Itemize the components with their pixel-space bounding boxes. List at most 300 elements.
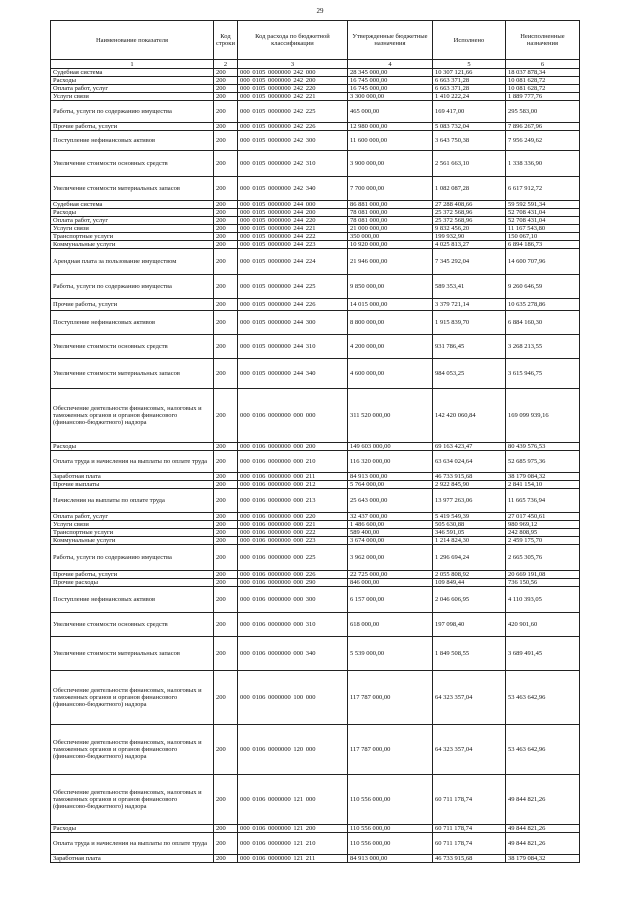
cell-name: Обеспечение деятельности финансовых, налоговых и таможенных органов и органов финансового (финансово-бюджетного) надзора bbox=[51, 775, 214, 825]
cell-name: Работы, услуги по содержанию имущества bbox=[51, 101, 214, 123]
cell-classification: 000 0105 0000000 244 223 bbox=[237, 241, 347, 249]
cell-executed: 25 372 568,96 bbox=[432, 209, 505, 217]
cell-code: 200 bbox=[214, 69, 238, 77]
cell-executed: 25 372 568,96 bbox=[432, 217, 505, 225]
cell-classification: 000 0106 0000000 000 220 bbox=[237, 513, 347, 521]
cell-unexecuted: 14 600 707,96 bbox=[505, 249, 579, 275]
cell-executed: 46 733 915,68 bbox=[432, 855, 505, 863]
cell-code: 200 bbox=[214, 85, 238, 93]
cell-unexecuted: 7 896 267,96 bbox=[505, 123, 579, 131]
cell-classification: 000 0105 0000000 244 221 bbox=[237, 225, 347, 233]
cell-approved: 1 486 600,00 bbox=[347, 521, 432, 529]
table-row bbox=[51, 473, 580, 481]
cell-executed: 505 630,88 bbox=[432, 521, 505, 529]
table-row bbox=[51, 201, 580, 209]
cell-executed: 63 634 024,64 bbox=[432, 451, 505, 473]
cell-code: 200 bbox=[214, 93, 238, 101]
table-row bbox=[51, 671, 580, 725]
cell-name: Транспортные услуги bbox=[51, 233, 214, 241]
cell-classification: 000 0106 0000000 000 213 bbox=[237, 489, 347, 513]
cell-classification: 000 0105 0000000 242 000 bbox=[237, 69, 347, 77]
cell-code: 200 bbox=[214, 775, 238, 825]
cell-executed: 142 420 060,84 bbox=[432, 389, 505, 443]
cell-unexecuted: 6 617 912,72 bbox=[505, 177, 579, 201]
cell-unexecuted: 11 167 543,80 bbox=[505, 225, 579, 233]
cell-code: 200 bbox=[214, 443, 238, 451]
cell-name: Расходы bbox=[51, 77, 214, 85]
cell-classification: 000 0106 0000000 000 223 bbox=[237, 537, 347, 545]
cell-approved: 28 345 000,00 bbox=[347, 69, 432, 77]
cell-approved: 3 962 000,00 bbox=[347, 545, 432, 571]
cell-executed: 1 296 694,24 bbox=[432, 545, 505, 571]
cell-executed: 2 922 845,90 bbox=[432, 481, 505, 489]
cell-approved: 465 000,00 bbox=[347, 101, 432, 123]
table-row bbox=[51, 275, 580, 299]
cell-unexecuted: 27 017 450,61 bbox=[505, 513, 579, 521]
cell-code: 200 bbox=[214, 637, 238, 671]
table-row bbox=[51, 359, 580, 389]
cell-code: 200 bbox=[214, 225, 238, 233]
table-row bbox=[51, 389, 580, 443]
cell-approved: 110 556 000,00 bbox=[347, 833, 432, 855]
cell-approved: 110 556 000,00 bbox=[347, 825, 432, 833]
cell-executed: 7 345 292,04 bbox=[432, 249, 505, 275]
cell-name: Поступление нефинансовых активов bbox=[51, 587, 214, 613]
cell-approved: 21 946 000,00 bbox=[347, 249, 432, 275]
cell-unexecuted: 3 689 491,45 bbox=[505, 637, 579, 671]
cell-code: 200 bbox=[214, 101, 238, 123]
cell-code: 200 bbox=[214, 833, 238, 855]
cell-unexecuted: 1 889 777,76 bbox=[505, 93, 579, 101]
table-row bbox=[51, 637, 580, 671]
cell-classification: 000 0105 0000000 244 220 bbox=[237, 217, 347, 225]
cell-code: 200 bbox=[214, 233, 238, 241]
column-number: 5 bbox=[432, 60, 505, 69]
cell-executed: 199 932,90 bbox=[432, 233, 505, 241]
cell-executed: 46 733 915,68 bbox=[432, 473, 505, 481]
budget-execution-table bbox=[50, 20, 580, 863]
cell-classification: 000 0105 0000000 244 225 bbox=[237, 275, 347, 299]
column-number: 3 bbox=[237, 60, 347, 69]
cell-code: 200 bbox=[214, 275, 238, 299]
cell-code: 200 bbox=[214, 131, 238, 151]
cell-name: Оплата работ, услуг bbox=[51, 85, 214, 93]
table-row bbox=[51, 489, 580, 513]
cell-unexecuted: 4 110 393,05 bbox=[505, 587, 579, 613]
cell-unexecuted: 52 708 431,04 bbox=[505, 209, 579, 217]
cell-classification: 000 0106 0000000 000 340 bbox=[237, 637, 347, 671]
cell-code: 200 bbox=[214, 359, 238, 389]
cell-classification: 000 0105 0000000 242 221 bbox=[237, 93, 347, 101]
cell-classification: 000 0105 0000000 244 340 bbox=[237, 359, 347, 389]
cell-name: Расходы bbox=[51, 209, 214, 217]
column-number: 1 bbox=[51, 60, 214, 69]
cell-unexecuted: 150 067,10 bbox=[505, 233, 579, 241]
header-approved: Утвержденные бюджетные назначения bbox=[347, 21, 432, 60]
cell-approved: 16 745 000,00 bbox=[347, 85, 432, 93]
cell-unexecuted: 6 884 160,30 bbox=[505, 311, 579, 335]
cell-unexecuted: 2 459 175,70 bbox=[505, 537, 579, 545]
cell-executed: 589 353,41 bbox=[432, 275, 505, 299]
cell-executed: 5 419 549,39 bbox=[432, 513, 505, 521]
cell-unexecuted: 49 844 821,26 bbox=[505, 833, 579, 855]
table-row bbox=[51, 299, 580, 311]
cell-code: 200 bbox=[214, 209, 238, 217]
cell-classification: 000 0106 0000000 121 200 bbox=[237, 825, 347, 833]
cell-unexecuted: 49 844 821,26 bbox=[505, 825, 579, 833]
cell-unexecuted: 420 901,60 bbox=[505, 613, 579, 637]
cell-classification: 000 0105 0000000 244 310 bbox=[237, 335, 347, 359]
cell-name: Оплата труда и начисления на выплаты по оплате труда bbox=[51, 833, 214, 855]
cell-executed: 27 288 408,66 bbox=[432, 201, 505, 209]
cell-unexecuted: 1 338 336,90 bbox=[505, 151, 579, 177]
cell-approved: 117 787 000,00 bbox=[347, 671, 432, 725]
cell-executed: 64 323 357,04 bbox=[432, 671, 505, 725]
cell-name: Начисления на выплаты по оплате труда bbox=[51, 489, 214, 513]
cell-executed: 2 561 663,10 bbox=[432, 151, 505, 177]
cell-executed: 346 591,05 bbox=[432, 529, 505, 537]
cell-classification: 000 0105 0000000 244 222 bbox=[237, 233, 347, 241]
cell-unexecuted: 52 685 975,36 bbox=[505, 451, 579, 473]
table-row bbox=[51, 241, 580, 249]
cell-approved: 149 603 000,00 bbox=[347, 443, 432, 451]
cell-approved: 10 920 000,00 bbox=[347, 241, 432, 249]
column-number: 2 bbox=[214, 60, 238, 69]
cell-unexecuted: 736 150,56 bbox=[505, 579, 579, 587]
cell-approved: 8 800 000,00 bbox=[347, 311, 432, 335]
table-row bbox=[51, 725, 580, 775]
cell-executed: 3 643 750,38 bbox=[432, 131, 505, 151]
cell-approved: 3 900 000,00 bbox=[347, 151, 432, 177]
cell-code: 200 bbox=[214, 537, 238, 545]
cell-name: Прочие расходы bbox=[51, 579, 214, 587]
cell-classification: 000 0106 0000000 000 222 bbox=[237, 529, 347, 537]
cell-classification: 000 0105 0000000 242 220 bbox=[237, 85, 347, 93]
cell-name: Расходы bbox=[51, 443, 214, 451]
cell-approved: 25 643 000,00 bbox=[347, 489, 432, 513]
cell-name: Работы, услуги по содержанию имущества bbox=[51, 545, 214, 571]
cell-classification: 000 0105 0000000 244 200 bbox=[237, 209, 347, 217]
cell-name: Прочие работы, услуги bbox=[51, 299, 214, 311]
cell-unexecuted: 242 808,95 bbox=[505, 529, 579, 537]
table-row bbox=[51, 233, 580, 241]
cell-code: 200 bbox=[214, 473, 238, 481]
cell-classification: 000 0105 0000000 242 225 bbox=[237, 101, 347, 123]
cell-approved: 5 539 000,00 bbox=[347, 637, 432, 671]
header-code: Код строки bbox=[214, 21, 238, 60]
table-row bbox=[51, 587, 580, 613]
cell-approved: 116 320 000,00 bbox=[347, 451, 432, 473]
cell-name: Судебная система bbox=[51, 69, 214, 77]
cell-code: 200 bbox=[214, 451, 238, 473]
cell-code: 200 bbox=[214, 177, 238, 201]
cell-executed: 60 711 178,74 bbox=[432, 833, 505, 855]
cell-code: 200 bbox=[214, 201, 238, 209]
cell-unexecuted: 2 841 154,10 bbox=[505, 481, 579, 489]
cell-name: Услуги связи bbox=[51, 225, 214, 233]
cell-classification: 000 0106 0000000 000 225 bbox=[237, 545, 347, 571]
table-row bbox=[51, 579, 580, 587]
cell-executed: 984 053,25 bbox=[432, 359, 505, 389]
table-row bbox=[51, 825, 580, 833]
cell-executed: 169 417,00 bbox=[432, 101, 505, 123]
cell-approved: 350 000,00 bbox=[347, 233, 432, 241]
cell-executed: 931 786,45 bbox=[432, 335, 505, 359]
cell-name: Услуги связи bbox=[51, 521, 214, 529]
table-row bbox=[51, 571, 580, 579]
cell-code: 200 bbox=[214, 545, 238, 571]
table-row bbox=[51, 131, 580, 151]
table-row bbox=[51, 775, 580, 825]
header-classification: Код расхода по бюджетной классификации bbox=[237, 21, 347, 60]
cell-name: Увеличение стоимости основных средств bbox=[51, 613, 214, 637]
cell-name: Обеспечение деятельности финансовых, налоговых и таможенных органов и органов финансового (финансово-бюджетного) надзора bbox=[51, 671, 214, 725]
cell-unexecuted: 80 439 576,53 bbox=[505, 443, 579, 451]
cell-unexecuted: 38 179 084,32 bbox=[505, 855, 579, 863]
cell-approved: 5 764 000,00 bbox=[347, 481, 432, 489]
cell-code: 200 bbox=[214, 241, 238, 249]
cell-executed: 109 849,44 bbox=[432, 579, 505, 587]
cell-executed: 6 663 371,28 bbox=[432, 85, 505, 93]
table-row bbox=[51, 855, 580, 863]
cell-code: 200 bbox=[214, 217, 238, 225]
cell-classification: 000 0105 0000000 244 224 bbox=[237, 249, 347, 275]
cell-approved: 9 850 000,00 bbox=[347, 275, 432, 299]
table-row bbox=[51, 513, 580, 521]
cell-approved: 4 200 000,00 bbox=[347, 335, 432, 359]
table-row bbox=[51, 151, 580, 177]
table-row bbox=[51, 77, 580, 85]
cell-approved: 589 400,00 bbox=[347, 529, 432, 537]
header-unexecuted: Неисполненные назначения bbox=[505, 21, 579, 60]
cell-executed: 4 025 813,27 bbox=[432, 241, 505, 249]
cell-classification: 000 0106 0000000 000 290 bbox=[237, 579, 347, 587]
table-row bbox=[51, 69, 580, 77]
cell-name: Расходы bbox=[51, 825, 214, 833]
cell-executed: 1 410 222,24 bbox=[432, 93, 505, 101]
cell-classification: 000 0105 0000000 244 000 bbox=[237, 201, 347, 209]
cell-unexecuted: 6 894 186,73 bbox=[505, 241, 579, 249]
cell-executed: 1 214 824,30 bbox=[432, 537, 505, 545]
cell-classification: 000 0106 0000000 121 210 bbox=[237, 833, 347, 855]
cell-name: Увеличение стоимости материальных запасов bbox=[51, 177, 214, 201]
cell-name: Поступление нефинансовых активов bbox=[51, 311, 214, 335]
cell-classification: 000 0105 0000000 242 200 bbox=[237, 77, 347, 85]
cell-unexecuted: 52 708 431,04 bbox=[505, 217, 579, 225]
table-row bbox=[51, 545, 580, 571]
cell-name: Увеличение стоимости основных средств bbox=[51, 335, 214, 359]
cell-code: 200 bbox=[214, 489, 238, 513]
cell-executed: 197 098,40 bbox=[432, 613, 505, 637]
cell-code: 200 bbox=[214, 529, 238, 537]
table-row bbox=[51, 613, 580, 637]
cell-executed: 2 046 606,95 bbox=[432, 587, 505, 613]
cell-name: Коммунальные услуги bbox=[51, 537, 214, 545]
cell-approved: 78 081 000,00 bbox=[347, 217, 432, 225]
cell-name: Обеспечение деятельности финансовых, налоговых и таможенных органов и органов финансового (финансово-бюджетного) надзора bbox=[51, 389, 214, 443]
cell-unexecuted: 3 615 946,75 bbox=[505, 359, 579, 389]
cell-unexecuted: 53 463 642,96 bbox=[505, 671, 579, 725]
cell-code: 200 bbox=[214, 521, 238, 529]
cell-code: 200 bbox=[214, 481, 238, 489]
cell-classification: 000 0106 0000000 000 212 bbox=[237, 481, 347, 489]
cell-code: 200 bbox=[214, 311, 238, 335]
cell-code: 200 bbox=[214, 613, 238, 637]
cell-executed: 2 055 808,92 bbox=[432, 571, 505, 579]
cell-unexecuted: 3 268 213,55 bbox=[505, 335, 579, 359]
cell-unexecuted: 10 081 628,72 bbox=[505, 85, 579, 93]
cell-approved: 117 787 000,00 bbox=[347, 725, 432, 775]
cell-approved: 21 000 000,00 bbox=[347, 225, 432, 233]
table-header bbox=[51, 21, 580, 69]
cell-name: Услуги связи bbox=[51, 93, 214, 101]
cell-classification: 000 0106 0000000 000 211 bbox=[237, 473, 347, 481]
table-row bbox=[51, 481, 580, 489]
cell-code: 200 bbox=[214, 855, 238, 863]
cell-name: Увеличение стоимости материальных запасов bbox=[51, 637, 214, 671]
table-row bbox=[51, 217, 580, 225]
cell-executed: 1 082 087,28 bbox=[432, 177, 505, 201]
cell-code: 200 bbox=[214, 335, 238, 359]
cell-unexecuted: 295 583,00 bbox=[505, 101, 579, 123]
cell-name: Коммунальные услуги bbox=[51, 241, 214, 249]
page-number: 29 bbox=[316, 7, 324, 15]
cell-name: Обеспечение деятельности финансовых, налоговых и таможенных органов и органов финансового (финансово-бюджетного) надзора bbox=[51, 725, 214, 775]
cell-unexecuted: 11 665 736,94 bbox=[505, 489, 579, 513]
cell-classification: 000 0106 0000000 000 210 bbox=[237, 451, 347, 473]
cell-classification: 000 0106 0000000 120 000 bbox=[237, 725, 347, 775]
cell-classification: 000 0106 0000000 121 211 bbox=[237, 855, 347, 863]
cell-name: Оплата работ, услуг bbox=[51, 217, 214, 225]
cell-approved: 11 600 000,00 bbox=[347, 131, 432, 151]
cell-approved: 86 881 000,00 bbox=[347, 201, 432, 209]
cell-classification: 000 0105 0000000 244 226 bbox=[237, 299, 347, 311]
cell-approved: 846 000,00 bbox=[347, 579, 432, 587]
cell-name: Прочие работы, услуги bbox=[51, 571, 214, 579]
table-row bbox=[51, 225, 580, 233]
cell-classification: 000 0106 0000000 000 000 bbox=[237, 389, 347, 443]
table-row bbox=[51, 521, 580, 529]
table-row bbox=[51, 249, 580, 275]
cell-approved: 6 157 000,00 bbox=[347, 587, 432, 613]
column-number: 4 bbox=[347, 60, 432, 69]
cell-name: Арендная плата за пользование имуществом bbox=[51, 249, 214, 275]
cell-approved: 7 700 000,00 bbox=[347, 177, 432, 201]
header-executed: Исполнено bbox=[432, 21, 505, 60]
cell-code: 200 bbox=[214, 513, 238, 521]
cell-code: 200 bbox=[214, 123, 238, 131]
table-row bbox=[51, 451, 580, 473]
cell-approved: 4 600 000,00 bbox=[347, 359, 432, 389]
cell-approved: 311 520 000,00 bbox=[347, 389, 432, 443]
cell-classification: 000 0105 0000000 242 226 bbox=[237, 123, 347, 131]
cell-approved: 110 556 000,00 bbox=[347, 775, 432, 825]
cell-code: 200 bbox=[214, 579, 238, 587]
table-row bbox=[51, 443, 580, 451]
header-name: Наименование показателя bbox=[51, 21, 214, 60]
cell-code: 200 bbox=[214, 825, 238, 833]
cell-classification: 000 0105 0000000 244 300 bbox=[237, 311, 347, 335]
cell-classification: 000 0106 0000000 000 310 bbox=[237, 613, 347, 637]
cell-executed: 5 083 732,04 bbox=[432, 123, 505, 131]
cell-code: 200 bbox=[214, 671, 238, 725]
cell-classification: 000 0105 0000000 242 310 bbox=[237, 151, 347, 177]
cell-approved: 12 980 000,00 bbox=[347, 123, 432, 131]
table-row bbox=[51, 85, 580, 93]
table-row bbox=[51, 177, 580, 201]
cell-code: 200 bbox=[214, 389, 238, 443]
cell-code: 200 bbox=[214, 77, 238, 85]
cell-unexecuted: 59 592 591,34 bbox=[505, 201, 579, 209]
table-row bbox=[51, 101, 580, 123]
cell-classification: 000 0106 0000000 121 000 bbox=[237, 775, 347, 825]
cell-name: Заработная плата bbox=[51, 473, 214, 481]
table-row bbox=[51, 209, 580, 217]
cell-unexecuted: 49 844 821,26 bbox=[505, 775, 579, 825]
cell-unexecuted: 7 956 249,62 bbox=[505, 131, 579, 151]
table-row bbox=[51, 93, 580, 101]
table-row bbox=[51, 529, 580, 537]
table-row bbox=[51, 537, 580, 545]
cell-approved: 22 725 000,00 bbox=[347, 571, 432, 579]
cell-name: Прочие выплаты bbox=[51, 481, 214, 489]
cell-unexecuted: 10 081 628,72 bbox=[505, 77, 579, 85]
cell-classification: 000 0106 0000000 000 300 bbox=[237, 587, 347, 613]
cell-name: Транспортные услуги bbox=[51, 529, 214, 537]
cell-executed: 13 977 263,06 bbox=[432, 489, 505, 513]
cell-code: 200 bbox=[214, 725, 238, 775]
column-number: 6 bbox=[505, 60, 579, 69]
cell-approved: 32 437 000,00 bbox=[347, 513, 432, 521]
cell-code: 200 bbox=[214, 571, 238, 579]
cell-approved: 618 000,00 bbox=[347, 613, 432, 637]
cell-name: Судебная система bbox=[51, 201, 214, 209]
cell-executed: 64 323 357,04 bbox=[432, 725, 505, 775]
cell-approved: 84 913 000,00 bbox=[347, 855, 432, 863]
cell-unexecuted: 9 260 646,59 bbox=[505, 275, 579, 299]
cell-code: 200 bbox=[214, 587, 238, 613]
cell-unexecuted: 20 669 191,08 bbox=[505, 571, 579, 579]
cell-unexecuted: 169 099 939,16 bbox=[505, 389, 579, 443]
cell-name: Работы, услуги по содержанию имущества bbox=[51, 275, 214, 299]
cell-classification: 000 0105 0000000 242 340 bbox=[237, 177, 347, 201]
cell-classification: 000 0106 0000000 000 200 bbox=[237, 443, 347, 451]
cell-classification: 000 0106 0000000 000 226 bbox=[237, 571, 347, 579]
cell-approved: 84 913 000,00 bbox=[347, 473, 432, 481]
table-row bbox=[51, 335, 580, 359]
cell-approved: 3 674 000,00 bbox=[347, 537, 432, 545]
cell-unexecuted: 2 665 305,76 bbox=[505, 545, 579, 571]
cell-executed: 1 915 839,70 bbox=[432, 311, 505, 335]
cell-executed: 60 711 178,74 bbox=[432, 775, 505, 825]
cell-unexecuted: 18 037 878,34 bbox=[505, 69, 579, 77]
cell-name: Оплата работ, услуг bbox=[51, 513, 214, 521]
cell-executed: 1 849 508,55 bbox=[432, 637, 505, 671]
table-row bbox=[51, 123, 580, 131]
cell-name: Поступление нефинансовых активов bbox=[51, 131, 214, 151]
cell-code: 200 bbox=[214, 249, 238, 275]
cell-unexecuted: 10 635 278,86 bbox=[505, 299, 579, 311]
cell-executed: 3 379 721,14 bbox=[432, 299, 505, 311]
table-row bbox=[51, 833, 580, 855]
cell-unexecuted: 38 179 084,32 bbox=[505, 473, 579, 481]
table-body bbox=[51, 69, 580, 863]
cell-executed: 9 832 456,20 bbox=[432, 225, 505, 233]
cell-name: Прочие работы, услуги bbox=[51, 123, 214, 131]
cell-executed: 10 307 121,66 bbox=[432, 69, 505, 77]
table-row bbox=[51, 311, 580, 335]
cell-classification: 000 0105 0000000 242 300 bbox=[237, 131, 347, 151]
